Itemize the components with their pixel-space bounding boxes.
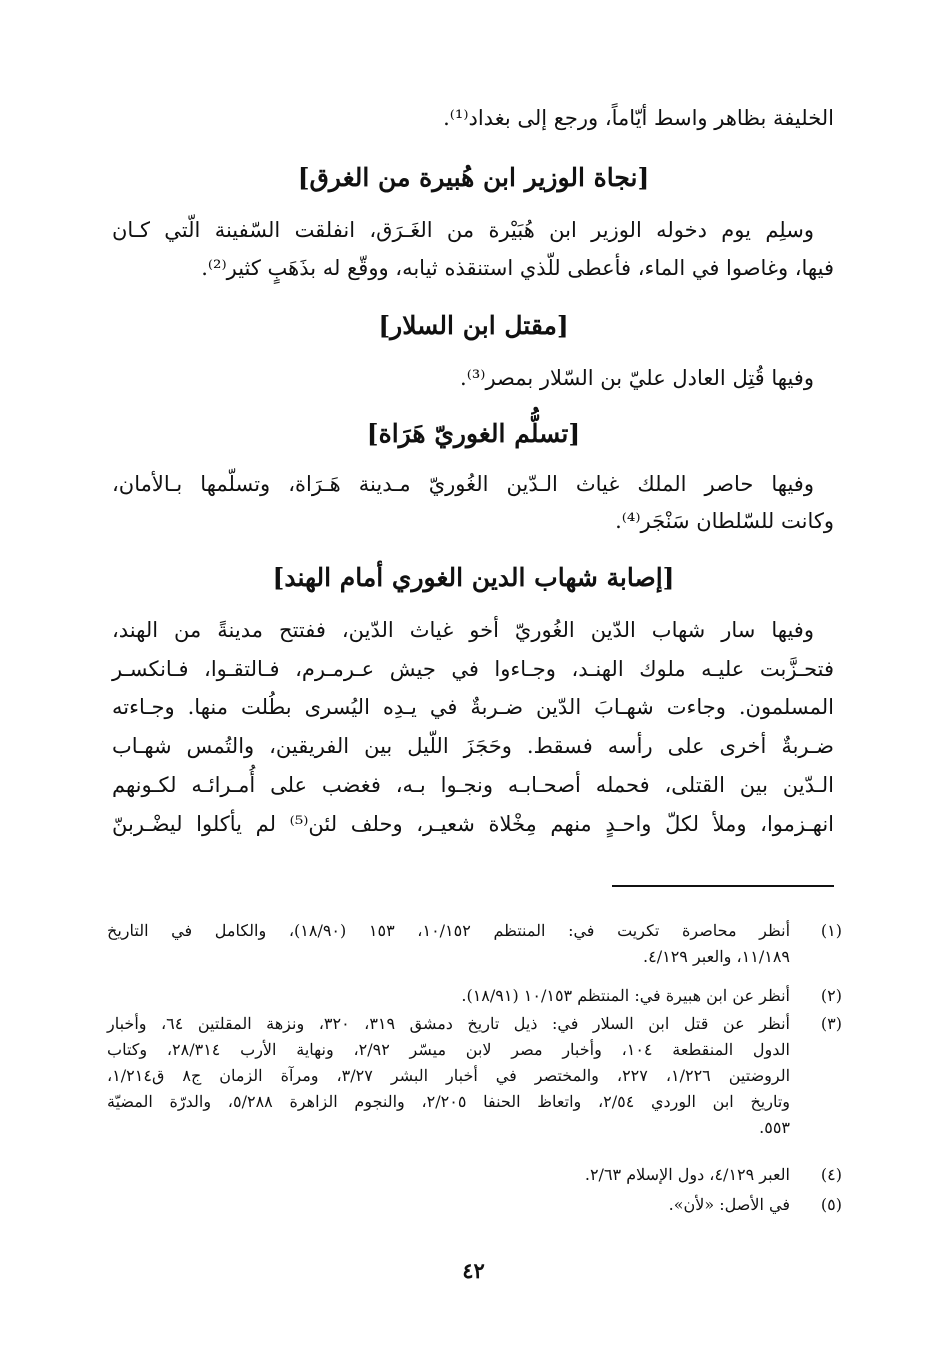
footnote-line: وتاريخ ابن الوردي ٢/٥٤، واتعاظ الحنفا ٢/٢٠٥، والنجوم الزاهرة ٥/٢٨٨، والدرّة المضيّة [107,1092,791,1111]
footnote-line: العبر ٤/١٢٩، دول الإسلام ٢/٦٣. [584,1165,790,1184]
section-heading-ibn-hubayra: [نجاة الوزير ابن هُبيرة من الغرق] [297,163,650,192]
body-line-7: وفيها سار شهاب الدّين الغُوريّ أخو غياث الدّين، ففتتح مدينةً من الهند، [112,618,814,642]
body-line-1: الخليفة بظاهر واسط أيّاماً، ورجع إلى بغداد⁽¹⁾. [443,106,834,130]
body-line-3: فيها، وغاصوا في الماء، فأعطى للّذي استنقذه ثيابه، ووقّع له بذَهَبٍ كثير⁽²⁾. [201,256,834,280]
page-number: ٤٢ [462,1258,485,1283]
body-line-11: الـدّين بين القتلى، فحمله أصحـابـه ونجـوا بـه، فغضب على أُمـرائـه لكـونهم [112,773,834,797]
footnote-4 [107,1162,842,1188]
footnote-line: في الأصل: «لأن». [668,1195,790,1214]
body-line-2: وسلِم يوم دخوله الوزير ابن هُبَيْرة من الغَـرَق، انفلقت السّفينة الّتي كـان [112,218,814,242]
footnote-1 [107,918,842,970]
footnote-number: (٥) [820,1195,842,1214]
footnote-separator [612,885,834,887]
section-heading-herat: [تسلُّم الغوريّ هَرَاة] [366,419,581,448]
footnote-line: أنظر محاصرة تكريت في: المنتظم ١٠/١٥٢، ١٥٣ (١٨/٩٠)، والكامل في التاريخ [107,921,791,940]
body-line-10: ضـربةٌ أخرى على رأسه فسقط. وحَجَزَ اللّيل بين الفريقين، والتُمس شهـاب [112,734,834,758]
footnote-number: (٢) [820,986,842,1005]
footnote-number: (٣) [820,1014,842,1033]
footnote-line: أنظر عن ابن هبيرة في: المنتظم ١٠/١٥٣ (١٨/٩١). [461,986,790,1005]
footnote-line: ٥٥٣. [759,1118,790,1137]
footnote-number: (١) [820,921,842,940]
section-heading-ibn-al-sallar: [مقتل ابن السلار] [378,311,569,340]
section-heading-shihab-al-din: [إصابة شهاب الدين الغوري أمام الهند] [272,563,675,592]
body-line-6: وكانت للسّلطان سَنْجَر⁽⁴⁾. [615,509,834,533]
body-line-9: المسلمون. وجاءت شهـابَ الدّين ضـربةٌ في يـدِه اليُسرى بطُلت منها. وجـاءته [112,695,834,719]
footnote-line: الروضتين ١/٢٢٦، ٢٢٧، والمختصر في أخبار البشر ٣/٢٧، ومرآة الزمان ج٨ ق١/٢١٤، [107,1066,791,1085]
footnote-line: أنظر عن قتل ابن السلار في: ذيل تاريخ دمشق ٣١٩، ٣٢٠، ونزهة المقلتين ٦٤، وأخبار [107,1014,791,1033]
body-line-8: فتحـزَّبت عليـه ملوك الهنـد، وجـاءوا في جيش عـرمـرم، فـالتقـوا، فـانكسـر [112,657,834,681]
footnote-5 [107,1192,842,1218]
footnote-2 [107,983,842,1009]
footnote-number: (٤) [820,1165,842,1184]
body-line-12: انهـزموا، وملأ لكلّ واحـدٍ منهم مِخْلاة شعيـر، وحلف لئن⁽⁵⁾ لم يأكلوا ليضْـربنّ [112,812,834,836]
body-line-5: وفيها حاصر الملك غياث الـدّين الغُوريّ مـدينة هَـرَاة، وتسلّمها بـالأمان، [112,472,814,496]
footnote-line: الدول المنقطعة ١٠٤، وأخبار مصر لابن ميسّر ٢/٩٢، ونهاية الأرب ٢٨/٣١٤، وكتاب [107,1040,790,1059]
footnote-line: ١١/١٨٩، والعبر ٤/١٢٩. [643,947,790,966]
footnote-3 [107,1011,842,1141]
body-line-4: وفيها قُتِل العادل عليّ بن السّلار بمصر⁽³⁾. [460,366,814,390]
